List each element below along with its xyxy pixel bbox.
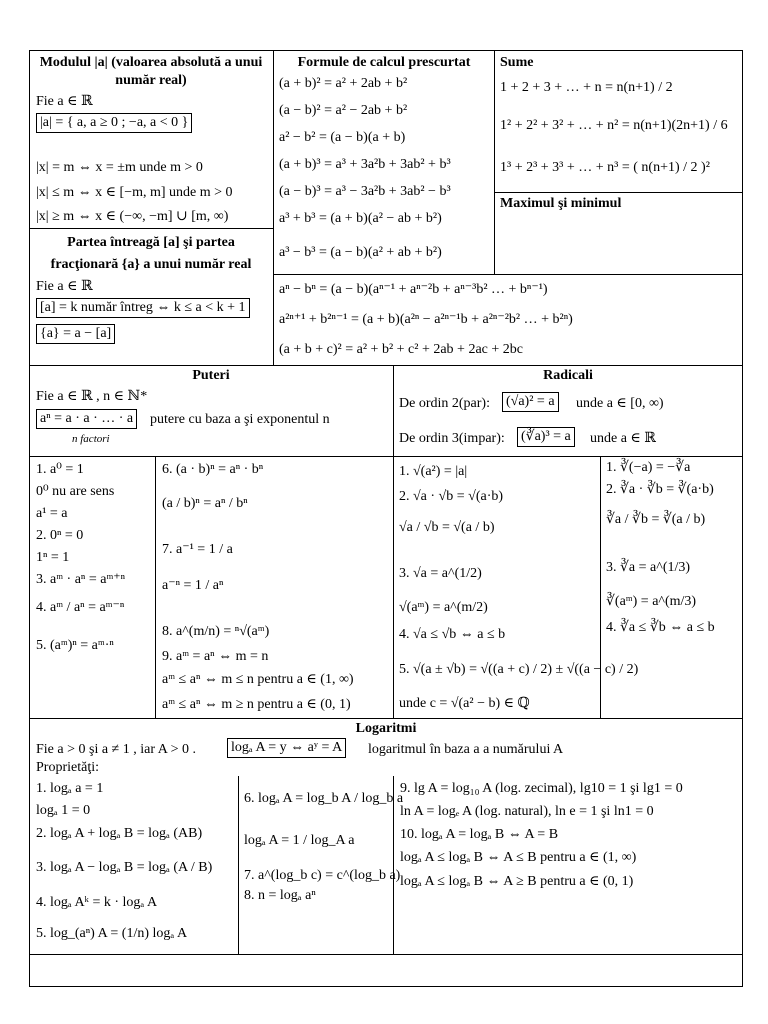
- maxmin-title: Maximul şi minimul: [500, 196, 622, 211]
- puteri-prop: 1ⁿ = 1: [36, 550, 70, 565]
- logaritmi-fie: Fie a > 0 şi a ≠ 1 , iar A > 0 .: [36, 742, 196, 757]
- log-prop: 5. log_(aⁿ) A = (1/n) logₐ A: [36, 926, 188, 941]
- radicali-ord3-cond: unde a ∈ ℝ: [590, 431, 656, 446]
- log-prop: ln A = logₑ A (log. natural), ln e = 1 şi ln1 = 0: [400, 804, 654, 819]
- log-prop: logₐ A ≤ logₐ B ⇔ A ≤ B pentru a ∈ (1, ∞): [400, 850, 637, 865]
- puteri-prop: aᵐ ≤ aⁿ ⇔ m ≥ n pentru a ∈ (0, 1): [162, 697, 351, 712]
- log-prop: 4. logₐ Aᵏ = k · logₐ A: [36, 895, 158, 910]
- radicali-prop: 1. √(a²) = |a|: [399, 464, 468, 479]
- divider: [29, 365, 743, 366]
- logaritmi-def-text: logaritmul în baza a a numărului A: [368, 742, 564, 757]
- log-prop: 10. logₐ A = logₐ B ⇔ A = B: [400, 827, 559, 842]
- log-prop: 2. logₐ A + logₐ B = logₐ (AB): [36, 826, 203, 841]
- formula-line: (a + b)³ = a³ + 3a²b + 3ab² + b³: [279, 157, 451, 172]
- logaritmi-title: Logaritmi: [355, 721, 417, 736]
- divider: [393, 365, 394, 718]
- radicali-prop: 4. ∛a ≤ ∛b ⇔ a ≤ b: [606, 620, 715, 635]
- formula-line: a³ + b³ = (a + b)(a² − ab + b²): [279, 211, 442, 226]
- divider: [155, 456, 156, 718]
- sum-formula: 1² + 2² + 3² + … + n² = n(n+1)(2n+1) / 6: [500, 118, 728, 133]
- puteri-prop: aᵐ ≤ aⁿ ⇔ m ≤ n pentru a ∈ (1, ∞): [162, 672, 354, 687]
- puteri-prop: 2. 0ⁿ = 0: [36, 528, 84, 543]
- log-prop: 8. n = logₐ aⁿ: [244, 888, 316, 903]
- divider: [273, 274, 743, 275]
- puteri-prop: a¹ = a: [36, 506, 68, 521]
- puteri-prop: 1. a⁰ = 1: [36, 462, 84, 477]
- formula-wide-line: a²ⁿ⁺¹ + b²ⁿ⁻¹ = (a + b)(a²ⁿ − a²ⁿ⁻¹b + a²ⁿ⁻²b² … + b²ⁿ): [279, 312, 573, 327]
- log-prop: 3. logₐ A − logₐ B = logₐ (A / B): [36, 860, 213, 875]
- formula-line: a² − b² = (a − b)(a + b): [279, 130, 406, 145]
- puteri-fie: Fie a ∈ ℝ , n ∈ ℕ*: [36, 389, 148, 404]
- log-prop: 7. a^(log_b c) = c^(log_b a): [244, 868, 401, 883]
- puteri-prop: 5. (aᵐ)ⁿ = aᵐ·ⁿ: [36, 638, 114, 653]
- partea-prop-2: {a} = a − [a]: [36, 324, 115, 344]
- radicali-prop: 5. √(a ± √b) = √((a + c) / 2) ± √((a − c) / 2): [399, 662, 639, 677]
- puteri-title: Puteri: [192, 368, 230, 383]
- log-prop: 1. logₐ a = 1: [36, 781, 104, 796]
- formule-title: Formule de calcul prescurtat: [297, 55, 471, 70]
- partea-fie: Fie a ∈ ℝ: [36, 279, 93, 294]
- puteri-def-text: putere cu baza a şi exponentul n: [150, 412, 330, 427]
- divider: [29, 228, 273, 229]
- puteri-prop: 6. (a · b)ⁿ = aⁿ · bⁿ: [162, 462, 264, 477]
- modul-prop-1: |x| = m ⇔ x = ±m unde m > 0: [36, 160, 203, 175]
- puteri-definition: aⁿ = a · a · … · a: [36, 409, 137, 429]
- radicali-prop: √a / √b = √(a / b): [399, 520, 495, 535]
- log-prop: logₐ A = 1 / log_A a: [244, 833, 355, 848]
- divider: [29, 954, 743, 955]
- puteri-prop: 4. aᵐ / aⁿ = aᵐ⁻ⁿ: [36, 600, 125, 615]
- modul-prop-3: |x| ≥ m ⇔ x ∈ (−∞, −m] ∪ [m, ∞): [36, 209, 229, 224]
- radicali-ord2-box: (√a)² = a: [502, 392, 559, 412]
- partea-title: Partea întreagă [a] şi partea fracţionară {a} a unui număr real: [50, 235, 252, 272]
- modul-title: Modulul |a| (valoarea absolută a unui număr real): [39, 55, 263, 88]
- radicali-title: Radicali: [543, 368, 593, 383]
- puteri-prop: a⁻ⁿ = 1 / aⁿ: [162, 578, 224, 593]
- radicali-prop: 2. √a · √b = √(a·b): [399, 489, 504, 504]
- divider: [494, 50, 495, 274]
- log-prop: 6. logₐ A = log_b A / log_b a: [244, 791, 404, 806]
- divider: [29, 718, 743, 719]
- divider: [600, 456, 601, 718]
- logaritmi-definition: logₐ A = y ⇔ aʸ = A: [227, 738, 346, 758]
- puteri-prop: 3. aᵐ · aⁿ = aᵐ⁺ⁿ: [36, 572, 126, 587]
- divider: [273, 50, 274, 274]
- modul-fie: Fie a ∈ ℝ: [36, 94, 93, 109]
- puteri-def-sub: n factori: [72, 433, 110, 445]
- formula-wide-line: (a + b + c)² = a² + b² + c² + 2ab + 2ac + 2bc: [279, 342, 523, 357]
- formula-line: (a + b)² = a² + 2ab + b²: [279, 76, 408, 91]
- sum-formula: 1 + 2 + 3 + … + n = n(n+1) / 2: [500, 80, 673, 95]
- divider: [29, 456, 743, 457]
- log-prop: logₐ 1 = 0: [36, 803, 91, 818]
- log-prop: 9. lg A = log₁₀ A (log. zecimal), lg10 = 1 şi lg1 = 0: [400, 781, 683, 796]
- formula-line: (a − b)³ = a³ − 3a²b + 3ab² − b³: [279, 184, 451, 199]
- sum-formula: 1³ + 2³ + 3³ + … + n³ = ( n(n+1) / 2 )²: [500, 160, 710, 175]
- radicali-prop: ∛a / ∛b = ∛(a / b): [606, 512, 706, 527]
- radicali-prop: unde c = √(a² − b) ∈ ℚ: [399, 696, 530, 711]
- radicali-prop: √(aᵐ) = a^(m/2): [399, 600, 488, 615]
- radicali-ord3-label: De ordin 3(impar):: [399, 431, 505, 446]
- puteri-prop: (a / b)ⁿ = aⁿ / bⁿ: [162, 496, 248, 511]
- radicali-prop: 4. √a ≤ √b ⇔ a ≤ b: [399, 627, 506, 642]
- radicali-ord2-cond: unde a ∈ [0, ∞): [576, 396, 664, 411]
- puteri-prop: 0⁰ nu are sens: [36, 484, 115, 499]
- puteri-prop: 8. a^(m/n) = ⁿ√(aᵐ): [162, 624, 270, 639]
- logaritmi-proprietati: Proprietăţi:: [36, 760, 99, 775]
- puteri-prop: 7. a⁻¹ = 1 / a: [162, 542, 233, 557]
- radicali-ord3-box: (∛a)³ = a: [517, 427, 575, 447]
- divider: [273, 274, 274, 365]
- radicali-prop: 3. ∛a = a^(1/3): [606, 560, 691, 575]
- radicali-prop: 2. ∛a · ∛b = ∛(a·b): [606, 482, 714, 497]
- modul-prop-2: |x| ≤ m ⇔ x ∈ [−m, m] unde m > 0: [36, 185, 233, 200]
- radicali-prop: ∛(aᵐ) = a^(m/3): [606, 594, 697, 609]
- radicali-prop: 1. ∛(−a) = −∛a: [606, 460, 691, 475]
- formula-line: (a − b)² = a² − 2ab + b²: [279, 103, 408, 118]
- divider: [494, 192, 743, 193]
- radicali-prop: 3. √a = a^(1/2): [399, 566, 482, 581]
- sume-title: Sume: [500, 55, 534, 70]
- divider: [238, 776, 239, 954]
- modul-definition: |a| = { a, a ≥ 0 ; −a, a < 0 }: [36, 113, 192, 133]
- radicali-ord2-label: De ordin 2(par):: [399, 396, 490, 411]
- formula-line: a³ − b³ = (a − b)(a² + ab + b²): [279, 245, 442, 260]
- puteri-prop: 9. aᵐ = aⁿ ⇔ m = n: [162, 649, 269, 664]
- partea-prop-1: [a] = k număr întreg ⇔ k ≤ a < k + 1: [36, 298, 250, 318]
- log-prop: logₐ A ≤ logₐ B ⇔ A ≥ B pentru a ∈ (0, 1): [400, 874, 634, 889]
- formula-wide-line: aⁿ − bⁿ = (a − b)(aⁿ⁻¹ + aⁿ⁻²b + aⁿ⁻³b² … + bⁿ⁻¹): [279, 282, 548, 297]
